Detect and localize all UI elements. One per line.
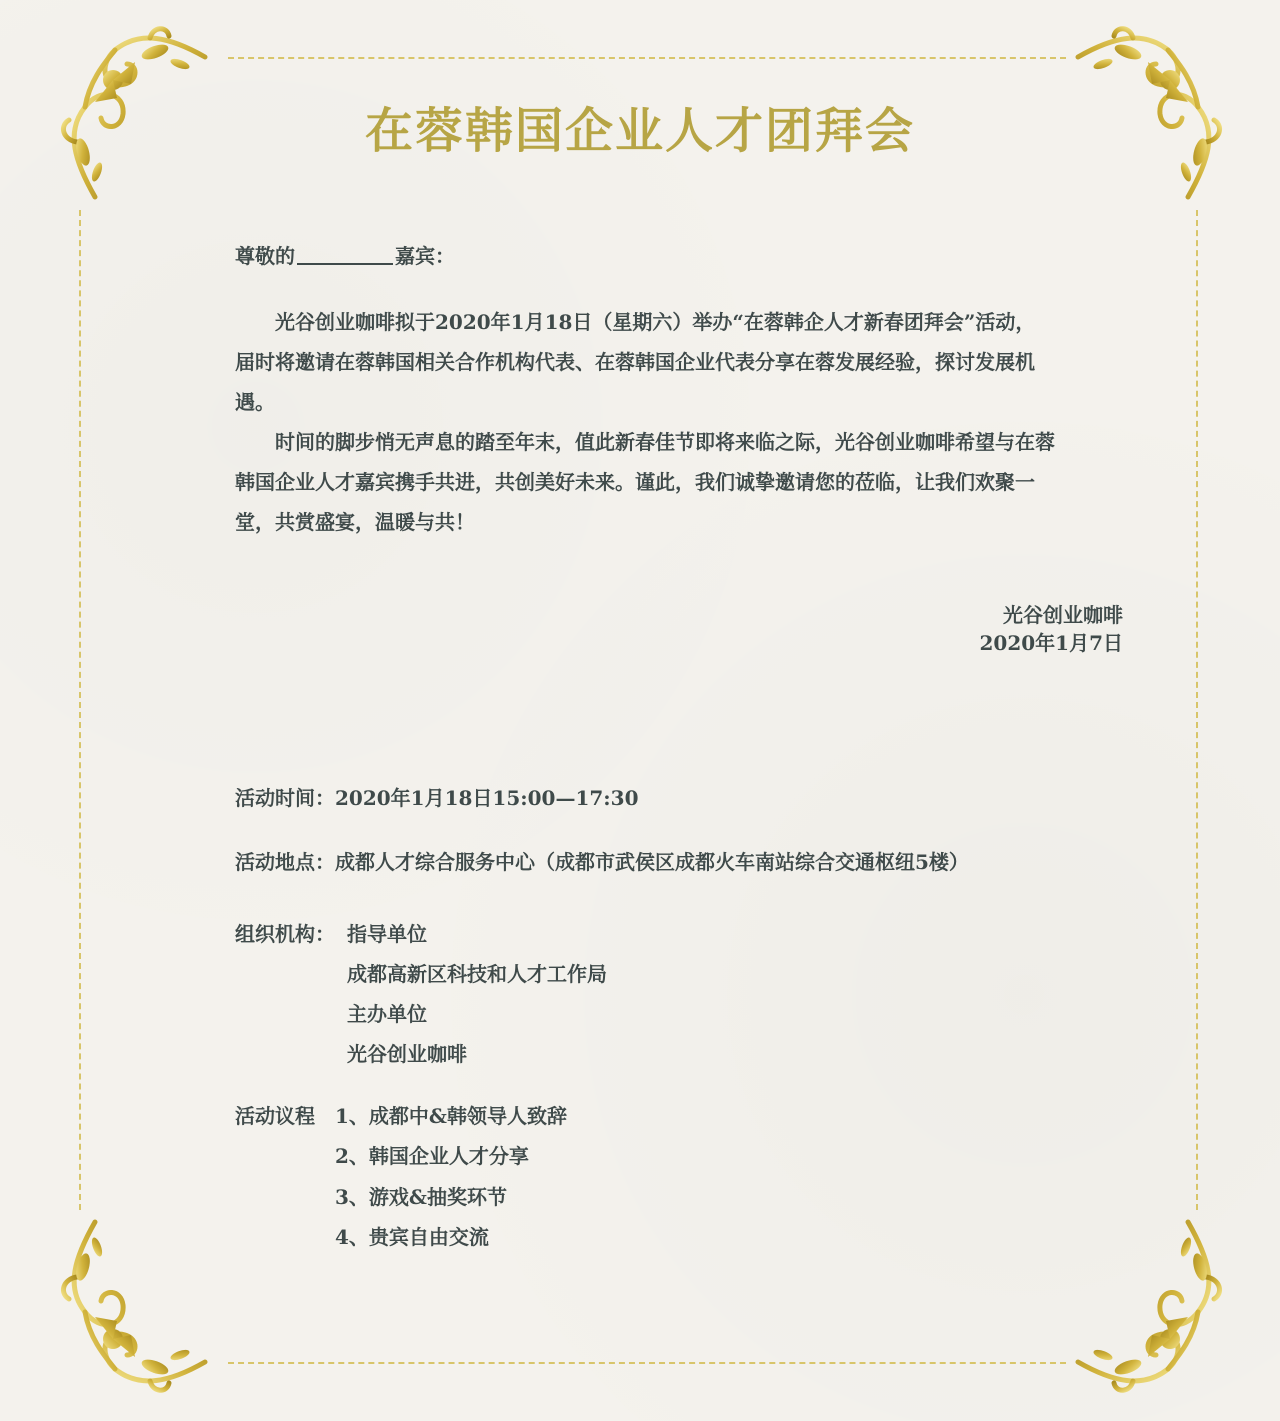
dashed-border-right	[1196, 210, 1198, 1210]
agenda-item: 2、韩国企业人才分享	[335, 1144, 529, 1168]
organizers-label: 组织机构：	[235, 922, 335, 946]
body-paragraph-2: 时间的脚步悄无声息的踏至年末，值此新春佳节即将来临之际，光谷创业咖啡希望与在蓉韩国企业人才嘉宾携手共进，共创美好未来。谨此，我们诚挚邀请您的莅临，让我们欢聚一堂，共赏盛宴，温暖与共！	[235, 430, 1055, 534]
guest-name-blank	[297, 239, 393, 265]
agenda-item: 3、游戏&抽奖环节	[335, 1185, 507, 1209]
event-venue-label: 活动地点：	[235, 850, 335, 874]
gold-corner-ornament-icon	[55, 1212, 215, 1397]
organizer-item: 指导单位	[347, 922, 427, 946]
event-time-row	[235, 778, 639, 818]
greeting-line	[235, 236, 455, 276]
dashed-border-left	[79, 210, 81, 1210]
agenda-item: 4、贵宾自由交流	[335, 1225, 489, 1249]
body-paragraph-1: 光谷创业咖啡拟于2020年1月18日（星期六）举办“在蓉韩企人才新春团拜会”活动，届时将邀请在蓉韩国相关合作机构代表、在蓉韩国企业代表分享在蓉发展经验，探讨发展机遇。	[235, 310, 1036, 414]
agenda-item: 1、成都中&韩领导人致辞	[335, 1104, 567, 1128]
invitation-title: 在蓉韩国企业人才团拜会	[364, 103, 915, 159]
event-venue-value: 成都人才综合服务中心（成都市武侯区成都火车南站综合交通枢纽5楼）	[335, 850, 969, 874]
organizer-item: 成都高新区科技和人才工作局	[347, 962, 607, 986]
signature-date: 2020年1月7日	[979, 631, 1123, 655]
dashed-border-top	[228, 57, 1066, 59]
gold-corner-ornament-icon	[1068, 1212, 1228, 1397]
event-time-label: 活动时间：	[235, 786, 335, 810]
agenda-label: 活动议程	[235, 1104, 315, 1128]
organizer-item: 光谷创业咖啡	[347, 1042, 467, 1066]
signature-organization: 光谷创业咖啡	[1003, 603, 1123, 627]
event-time-value: 2020年1月18日15:00—17:30	[335, 786, 639, 810]
greeting-prefix: 尊敬的	[235, 244, 295, 268]
organizer-item: 主办单位	[347, 1002, 427, 1026]
dashed-border-bottom	[228, 1362, 1066, 1364]
greeting-suffix: 嘉宾：	[395, 244, 455, 268]
event-venue-row	[235, 842, 969, 882]
